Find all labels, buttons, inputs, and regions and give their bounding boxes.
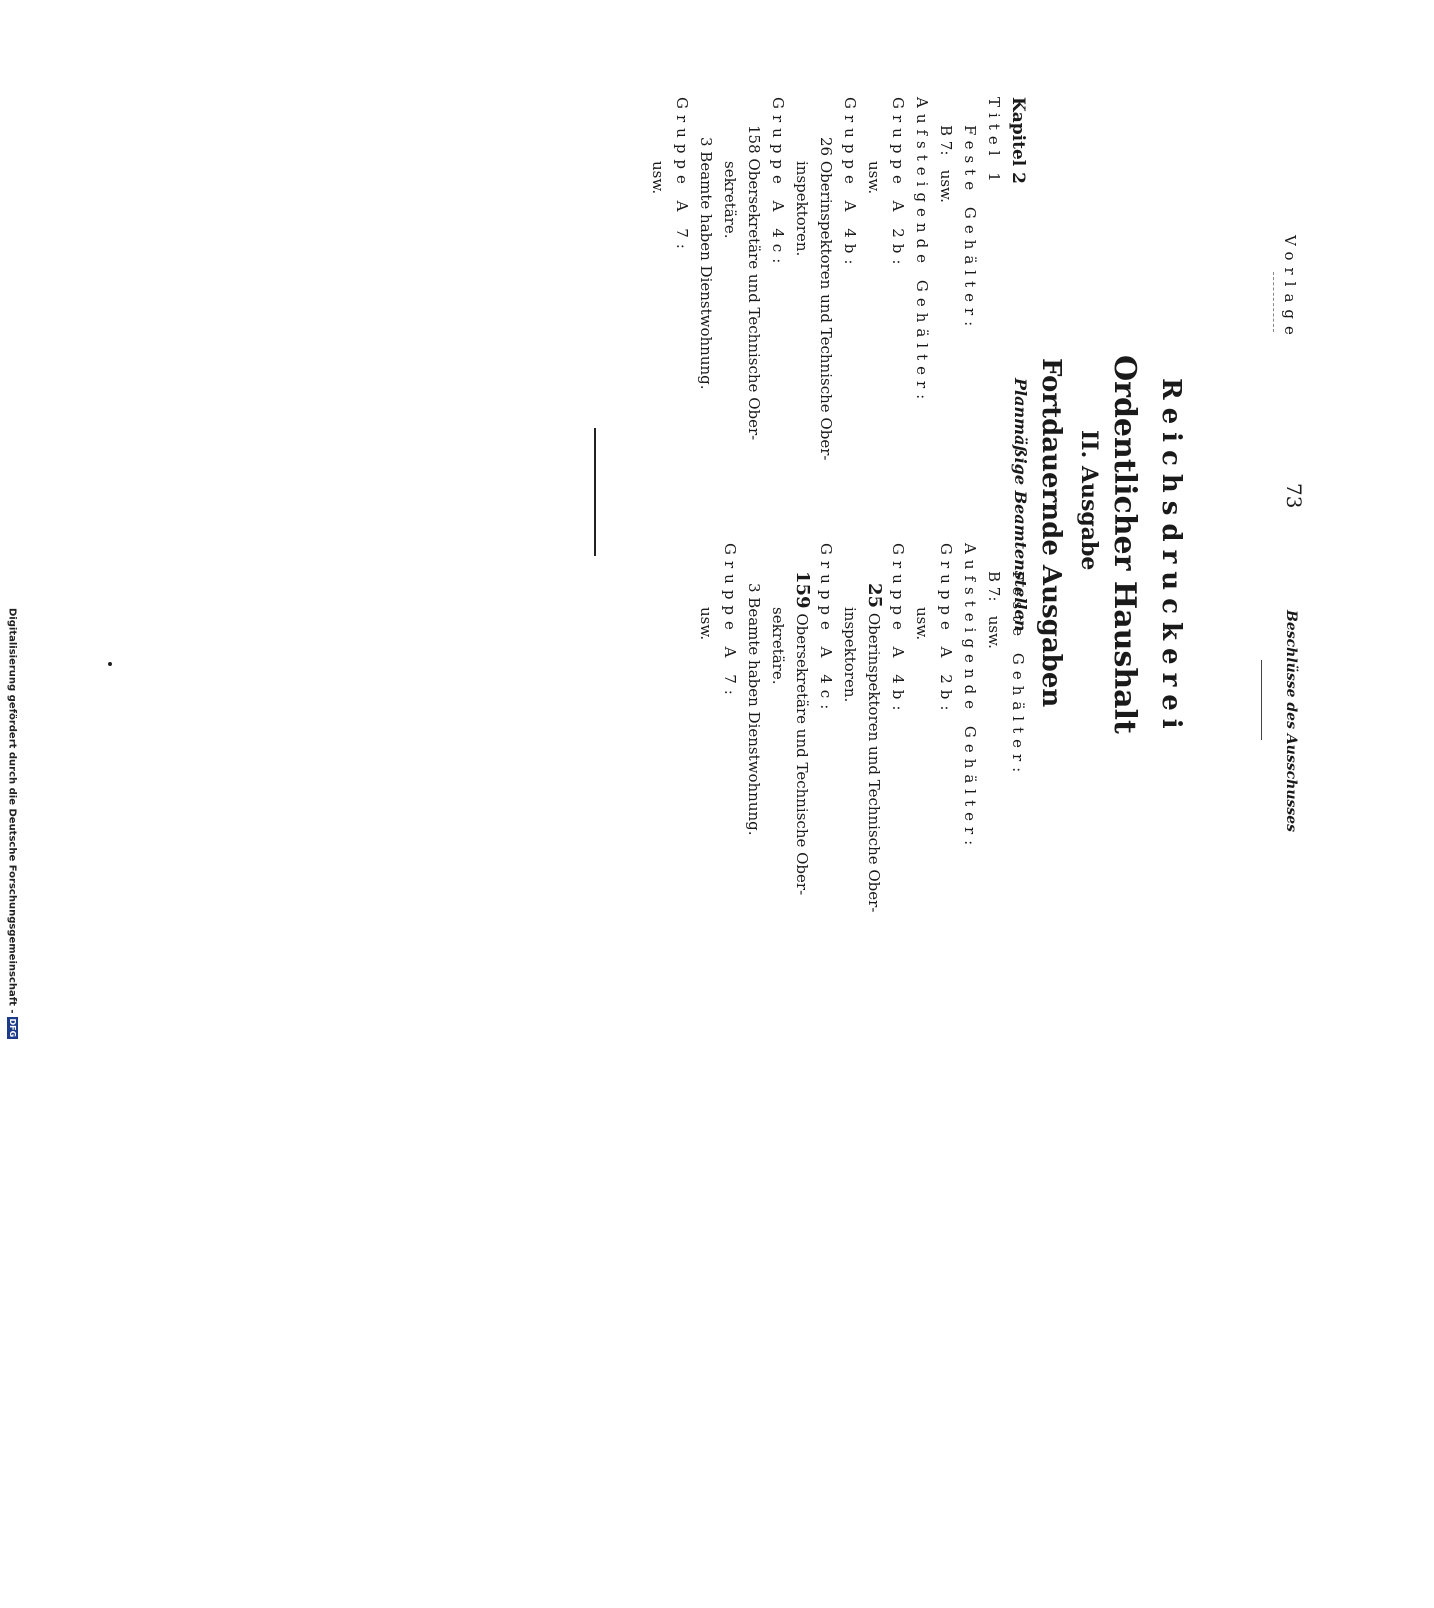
b7-line-r xyxy=(982,543,1006,923)
subcategory-title: Planmäßige Beamtenstellen xyxy=(1011,378,1030,632)
b7-line xyxy=(934,97,958,457)
header-left: Vorlage xyxy=(1281,235,1299,342)
a4b-label: Gruppe A 4b: xyxy=(841,97,859,271)
a4b-text2-r: inspektoren. xyxy=(841,607,859,703)
a7-usw: usw. xyxy=(649,161,667,195)
speck-dot xyxy=(108,662,112,666)
a7-usw-r: usw. xyxy=(697,607,715,641)
a4b-text-r: Oberinspektoren und Technische Ober- xyxy=(865,612,883,913)
a4c-line-r xyxy=(790,543,814,923)
a7-label: Gruppe A 7: xyxy=(673,97,691,255)
aufsteigende-label: Aufsteigende Gehälter: xyxy=(913,97,931,406)
a4c-count-r: 159 xyxy=(792,571,813,609)
section-title: II. Ausgabe xyxy=(1076,430,1102,571)
a2b-label-r: Gruppe A 2b: xyxy=(937,543,955,717)
a4b-line-r xyxy=(862,543,886,923)
a4b-text2: inspektoren. xyxy=(793,161,811,257)
beschluesse-column xyxy=(694,543,1030,923)
a4c-label-r: Gruppe A 4c: xyxy=(817,543,835,716)
header-left-rule xyxy=(1273,272,1274,332)
kapitel-heading: Kapitel 2 xyxy=(1008,97,1028,185)
b7-label: B 7: xyxy=(937,125,955,156)
a4c-note: 3 Beamte haben Dienstwohnung. xyxy=(697,137,715,390)
feste-label: Feste Gehälter: xyxy=(961,125,979,333)
institution-title: Reichsdruckerei xyxy=(1156,378,1186,737)
b7-usw-r: usw. xyxy=(985,615,1003,649)
category-title: Fortdauernde Ausgaben xyxy=(1036,358,1066,708)
a4c-text2: sekretäre. xyxy=(721,161,739,239)
a2b-usw-r: usw. xyxy=(913,607,931,641)
page-number: 73 xyxy=(1282,483,1306,509)
credit-text: Digitalisierung gefördert durch die Deutsche Forschungsgemeinschaft - xyxy=(6,608,18,1014)
a4c-label: Gruppe A 4c: xyxy=(769,97,787,270)
aufsteigende-label-r: Aufsteigende Gehälter: xyxy=(961,543,979,852)
a4c-count: 158 xyxy=(745,125,763,154)
a4c-note-r: 3 Beamte haben Dienstwohnung. xyxy=(745,583,763,836)
dfg-logo: DFG xyxy=(8,1018,17,1038)
a4c-text2-r: sekretäre. xyxy=(769,607,787,685)
a4b-count-r: 25 xyxy=(864,583,885,609)
titel-heading: Titel 1 xyxy=(985,97,1003,188)
header-right: Beschlüsse des Ausschusses xyxy=(1283,610,1299,833)
a2b-label: Gruppe A 2b: xyxy=(889,97,907,271)
b7-label-r: B 7: xyxy=(985,571,1003,602)
a4b-count: 26 xyxy=(817,137,835,157)
feste-label-r: Feste Gehälter: xyxy=(1009,571,1027,779)
a7-label-r: Gruppe A 7: xyxy=(721,543,739,701)
vorlage-column xyxy=(646,97,1030,461)
a2b-usw: usw. xyxy=(865,161,883,195)
a4c-line xyxy=(742,97,766,457)
a4b-label-r: Gruppe A 4b: xyxy=(889,543,907,717)
budget-title: Ordentlicher Haushalt xyxy=(1107,355,1142,734)
a4c-text: Obersekretäre und Technische Ober- xyxy=(745,158,763,441)
a4c-text-r: Obersekretäre und Technische Ober- xyxy=(793,613,811,896)
section-divider xyxy=(594,428,596,556)
a4b-line xyxy=(814,97,838,461)
header-right-rule xyxy=(1261,660,1262,740)
b7-usw: usw. xyxy=(937,169,955,203)
a4b-text: Oberinspektoren und Technische Ober- xyxy=(817,160,835,461)
